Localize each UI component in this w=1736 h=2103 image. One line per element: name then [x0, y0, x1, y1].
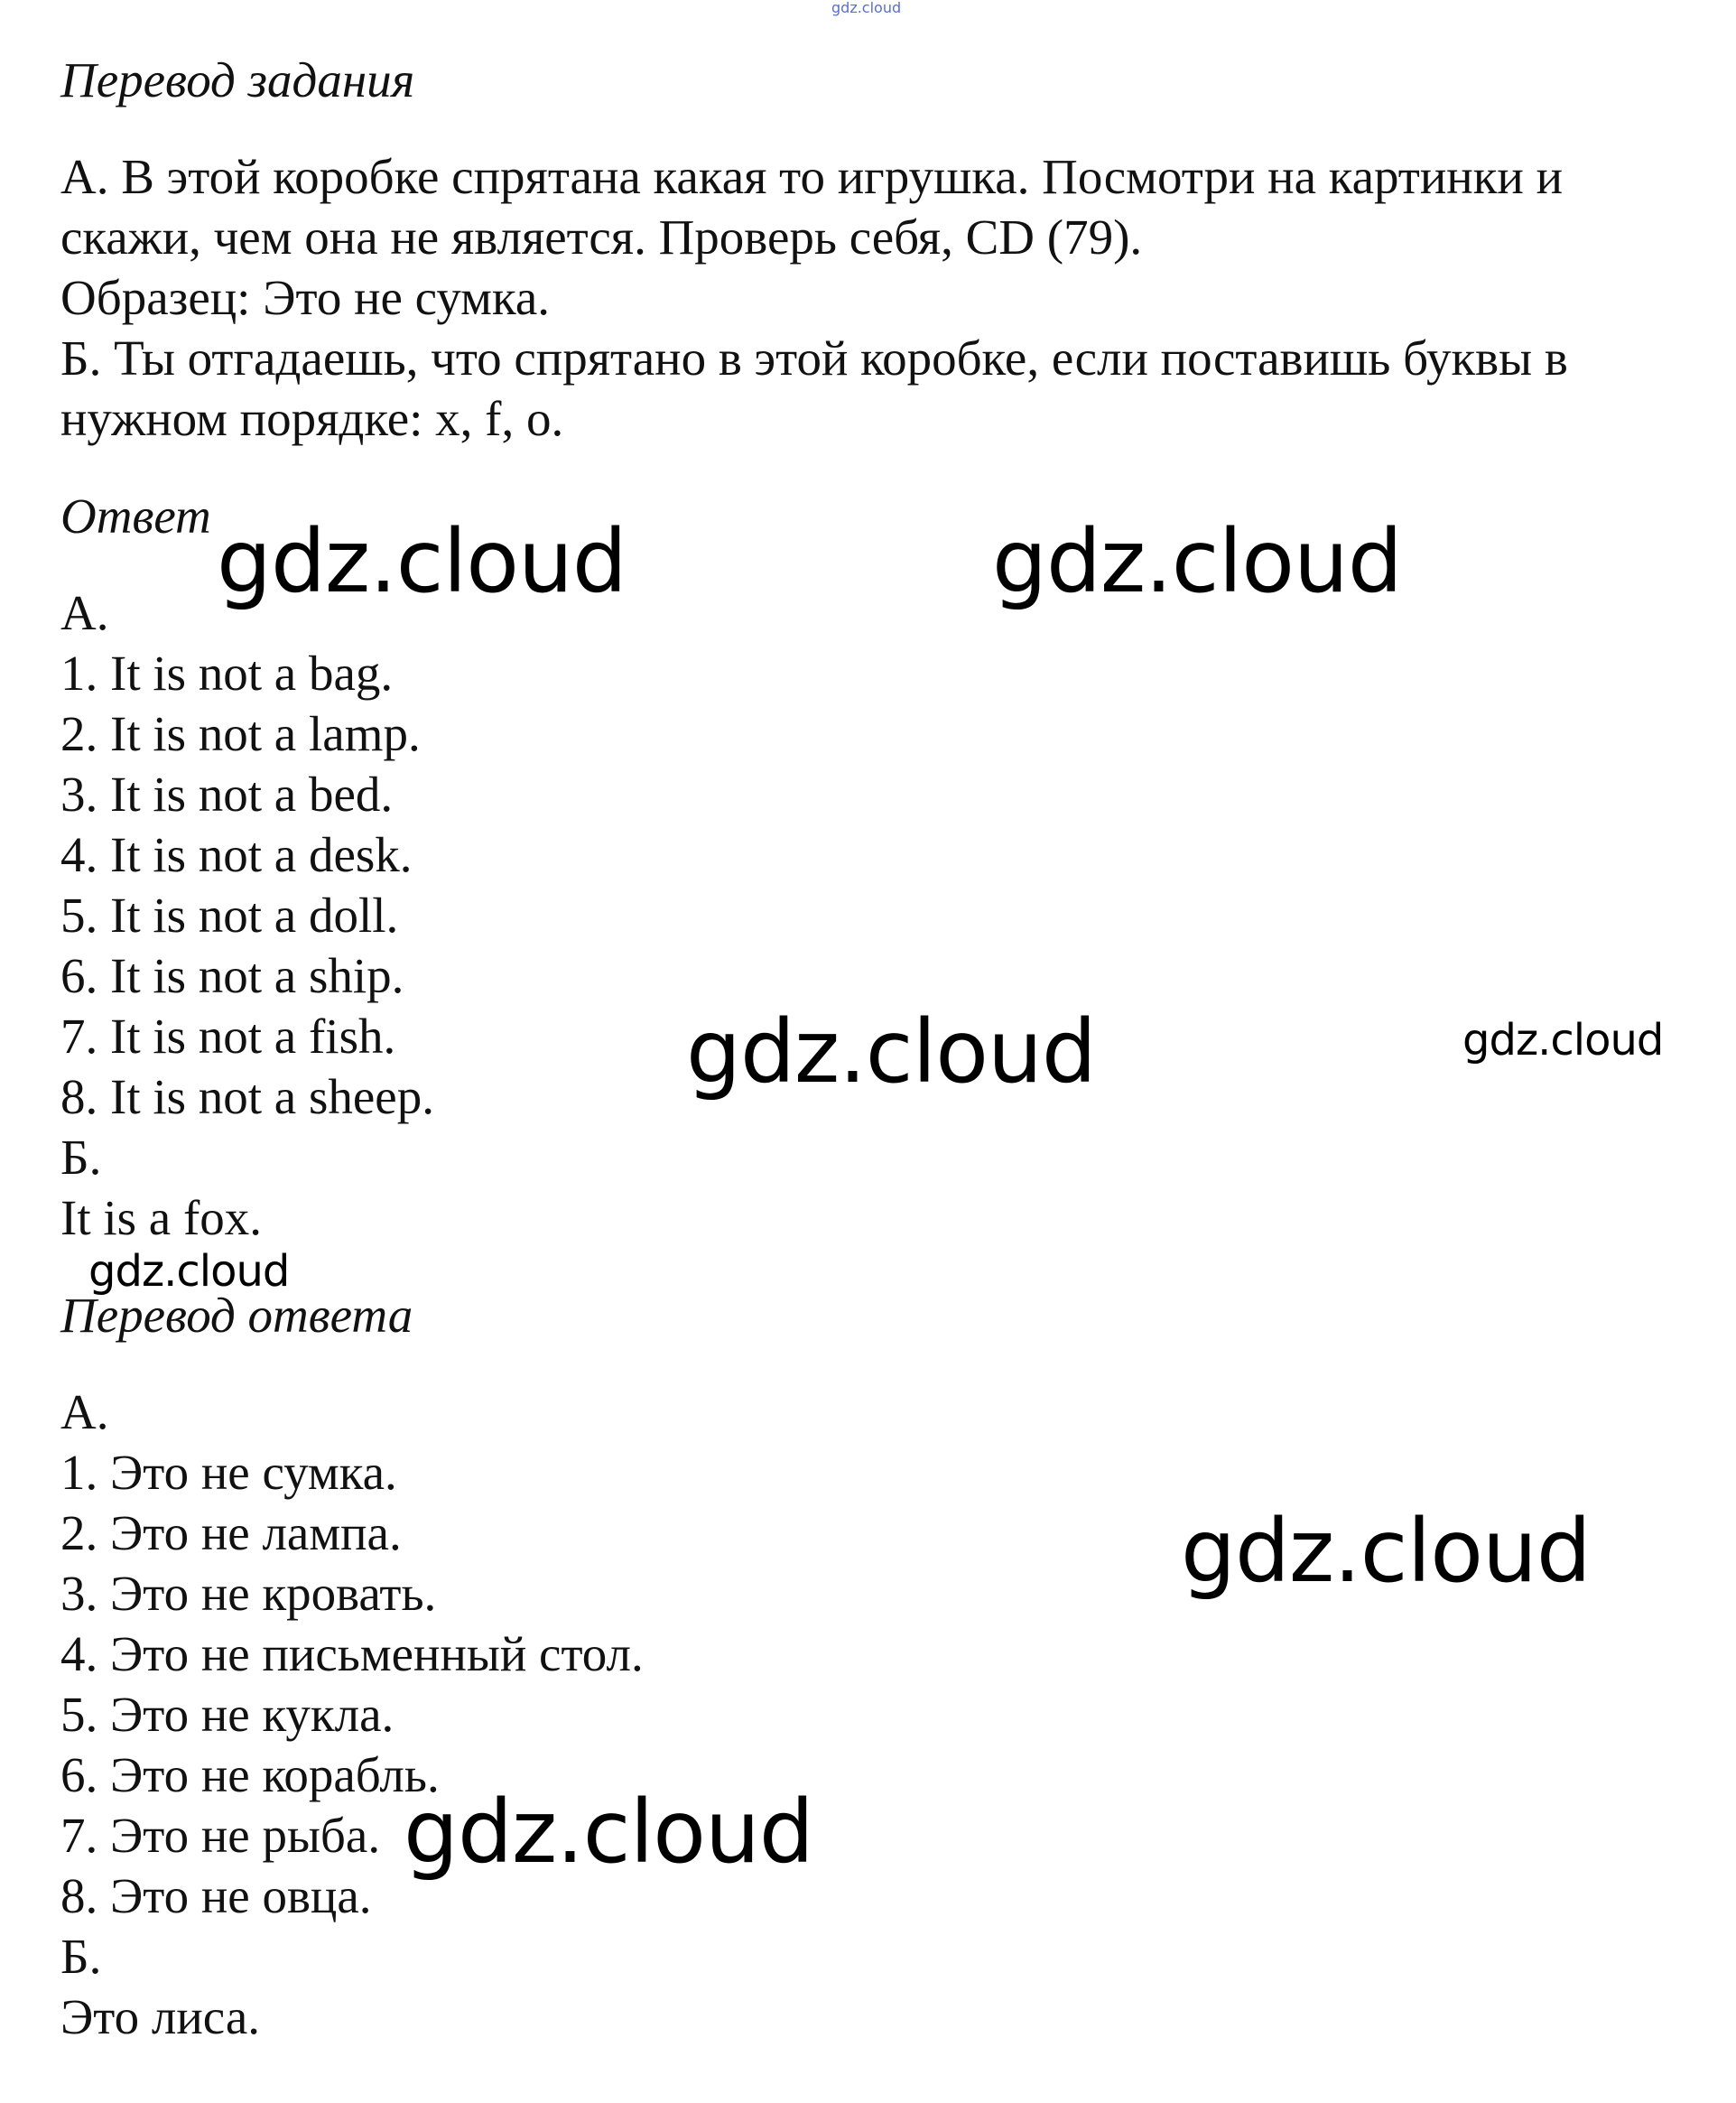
translation-item-2: 2. Это не лампа. — [60, 1505, 402, 1560]
watermark-logo: gdz.cloud — [217, 511, 627, 612]
translation-item-1: 1. Это не сумка. — [60, 1445, 397, 1500]
task-line-5: нужном порядке: x, f, o. — [60, 391, 564, 446]
translation-part-b-answer: Это лиса. — [60, 1989, 260, 2044]
answer-heading: Ответ — [60, 489, 211, 544]
answer-translation-heading: Перевод ответа — [60, 1288, 413, 1343]
answer-item-4: 4. It is not a desk. — [60, 827, 413, 882]
translation-item-7: 7. Это не рыба. — [60, 1808, 381, 1863]
translation-item-5: 5. Это не кукла. — [60, 1687, 395, 1742]
watermark-logo: gdz.cloud — [1181, 1501, 1591, 1602]
answer-item-1: 1. It is not a bag. — [60, 646, 394, 701]
translation-item-6: 6. Это не корабль. — [60, 1747, 440, 1802]
watermark-logo: gdz.cloud — [992, 511, 1402, 612]
task-line-2: скажи, чем она не является. Проверь себя, CD (79). — [60, 209, 1143, 265]
answer-item-6: 6. It is not a ship. — [60, 948, 404, 1003]
answer-part-b-answer: It is a fox. — [60, 1190, 263, 1245]
translation-part-b-label: Б. — [60, 1929, 102, 1984]
translation-item-8: 8. Это не овца. — [60, 1868, 372, 1923]
watermark-logo: gdz.cloud — [1462, 1015, 1664, 1065]
answer-item-5: 5. It is not a doll. — [60, 888, 399, 943]
answer-item-7: 7. It is not a fish. — [60, 1009, 396, 1064]
answer-item-2: 2. It is not a lamp. — [60, 706, 421, 761]
watermark-logo: gdz.cloud — [88, 1246, 290, 1297]
task-line-3: Образец: Это не сумка. — [60, 270, 550, 325]
answer-part-b-label: Б. — [60, 1130, 102, 1185]
translation-item-3: 3. Это не кровать. — [60, 1566, 437, 1621]
watermark-logo-top: gdz.cloud — [831, 0, 902, 16]
answer-item-8: 8. It is not a sheep. — [60, 1069, 434, 1124]
answer-item-3: 3. It is not a bed. — [60, 767, 394, 822]
watermark-logo: gdz.cloud — [404, 1782, 813, 1883]
answer-part-a-label: A. — [60, 585, 109, 640]
task-translation-heading: Перевод задания — [60, 52, 415, 107]
translation-item-4: 4. Это не письменный стол. — [60, 1626, 644, 1681]
task-line-4: Б. Ты отгадаешь, что спрятано в этой коробке, если поставишь буквы в — [60, 330, 1568, 386]
watermark-logo: gdz.cloud — [686, 1001, 1096, 1103]
translation-part-a-label: А. — [60, 1384, 109, 1439]
task-line-1: А. В этой коробке спрятана какая то игрушка. Посмотри на картинки и — [60, 149, 1564, 204]
